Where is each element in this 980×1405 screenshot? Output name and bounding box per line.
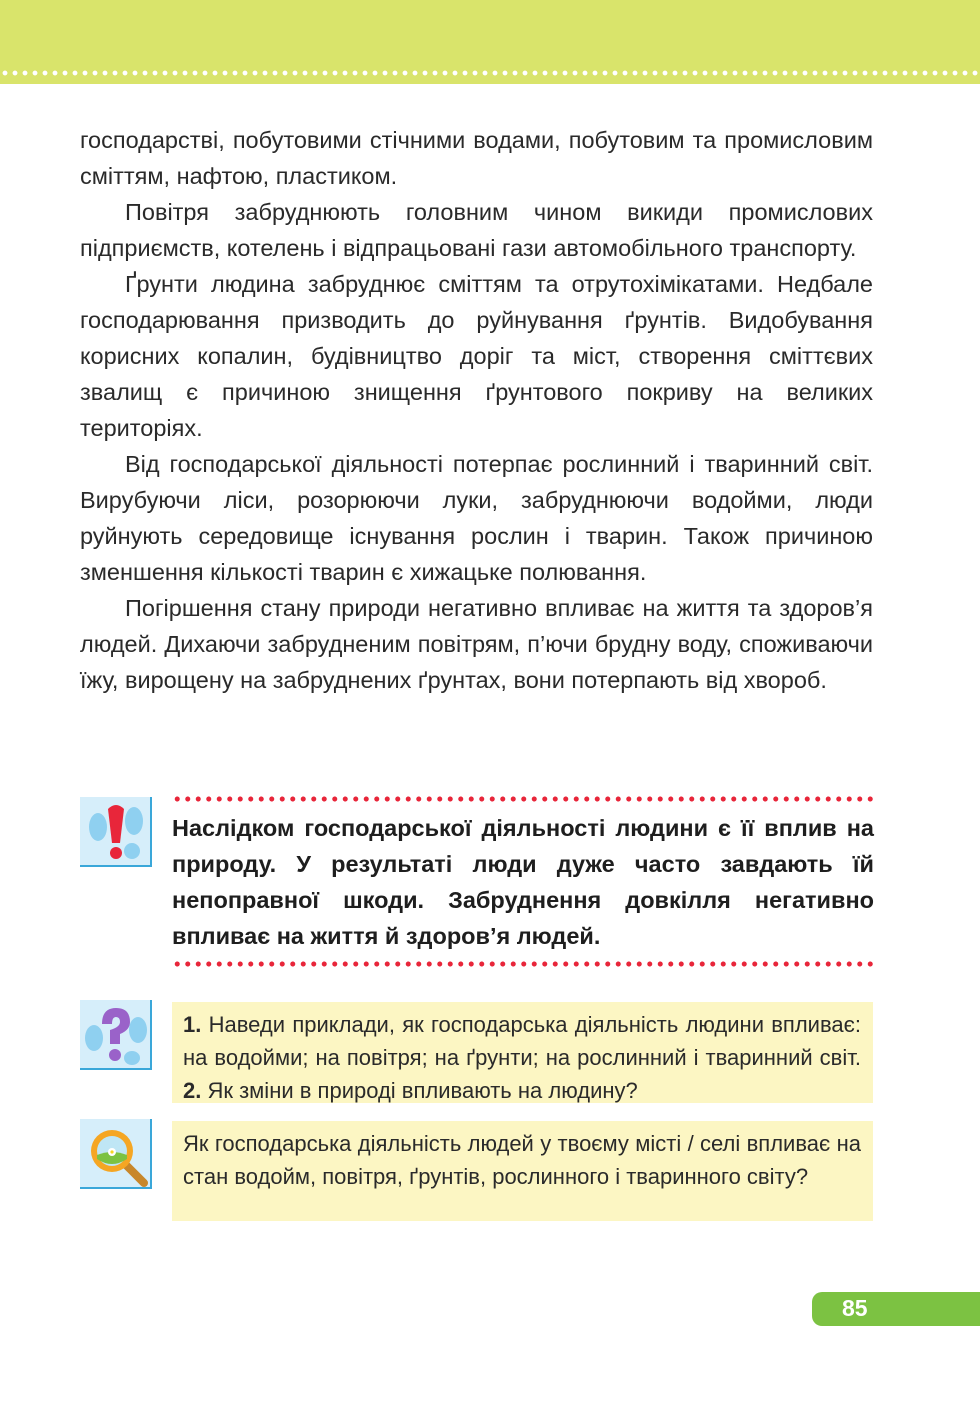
page-number: 85 — [842, 1295, 868, 1321]
conclusion-text: Наслідком господарської діяльності людини є її вплив на природу. У результаті люди дуже часто завдають їй непоправної шкоди. Забруднення довкілля негативно впливає на життя й здоров’я людей. — [172, 815, 874, 949]
question-mark-icon — [80, 1000, 152, 1070]
questions-text — [183, 1008, 861, 1107]
exclamation-icon — [80, 797, 152, 867]
magnifier-icon — [80, 1119, 152, 1189]
conclusion-bottom-border — [172, 961, 874, 967]
main-text — [80, 122, 873, 698]
question-number: 2. — [183, 1078, 202, 1103]
conclusion-top-border — [172, 796, 874, 802]
paragraph: Від господарської діяльності потерпає рослинний і тваринний світ. Вирубуючи ліси, розорюючи луки, забруднюючи водойми, люди руйнують середовище існування рослин і тварин. Також причиною зменшення кількості тварин є хижацьке полювання. — [80, 451, 873, 585]
paragraph: Ґрунти людина забруднює сміттям та отрутохімікатами. Недбале господарювання призводить до руйнування ґрунтів. Видобування корисних копалин, будівництво доріг та міст, створення сміттєвих звалищ є причиною знищення ґрунтового покриву на великих територіях. — [80, 271, 873, 441]
research-box — [172, 1121, 873, 1221]
paragraph: господарстві, побутовими стічними водами, побутовим та промисловим сміттям, нафтою, пластиком. — [80, 127, 873, 189]
research-text: Як господарська діяльність людей у твоєму місті / селі впливає на стан водойм, повітря, ґрунтів, рослинного і тваринного світу? — [183, 1131, 861, 1189]
page-number-tab — [812, 1292, 980, 1326]
top-header-band — [0, 0, 980, 84]
questions-box — [172, 1002, 873, 1103]
paragraph: Погіршення стану природи негативно впливає на життя та здоров’я людей. Дихаючи забрудненим повітрям, п’ючи брудну воду, споживаючи їжу, вирощену на забруднених ґрунтах, вони потерпають від хвороб. — [80, 595, 873, 693]
question-text: Наведи приклади, як господарська діяльність людини впливає: на водойми; на повітря; на ґрунти; на рослинний і тваринний світ. — [183, 1012, 861, 1070]
paragraph: Повітря забруднюють головним чином викиди промислових підприємств, котелень і відпрацьовані гази автомобільного транспорту. — [80, 199, 873, 261]
header-dotted-line — [0, 70, 980, 76]
question-number: 1. — [183, 1012, 202, 1037]
question-text: Як зміни в природі впливають на людину? — [201, 1078, 638, 1103]
